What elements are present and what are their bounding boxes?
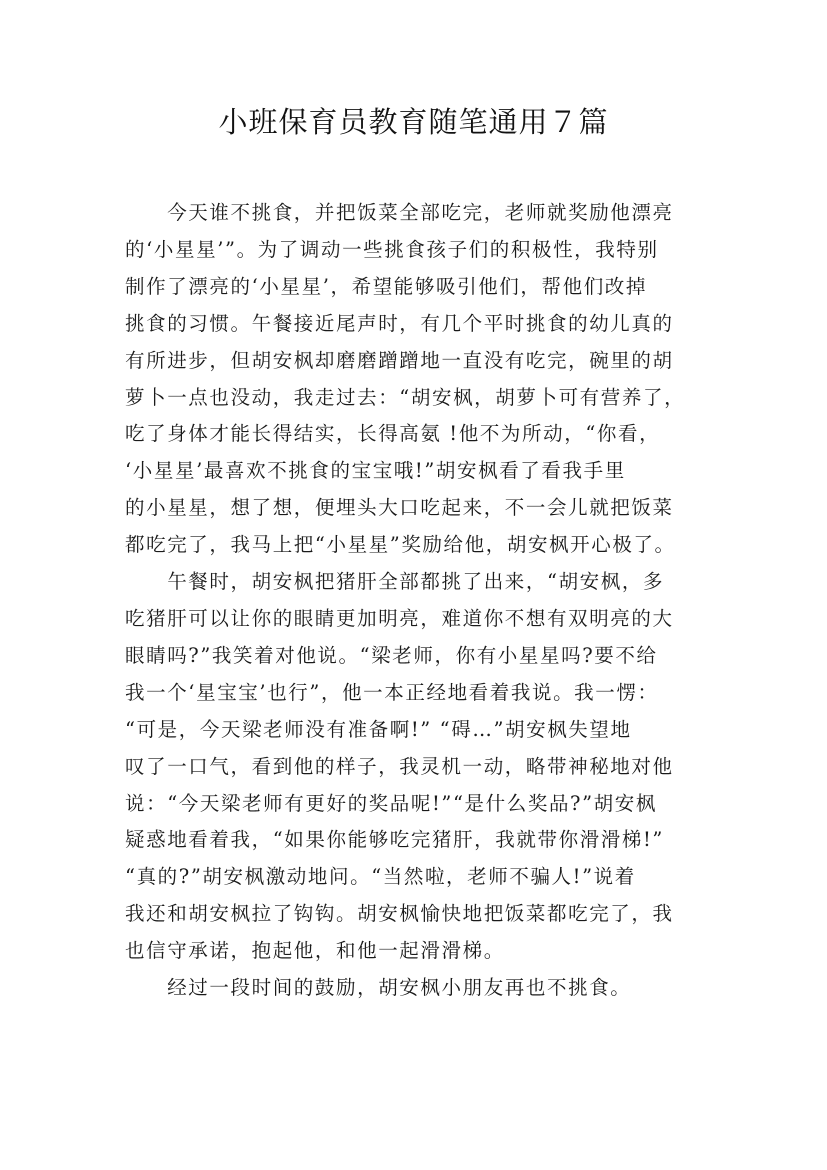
body-line: 的‘小星星’”。为了调动一些挑食孩子们的积极性，我特别 <box>125 237 659 261</box>
body-line: 制作了漂亮的‘小星星’，希望能够吸引他们，帮他们改掉 <box>125 274 647 298</box>
body-line: 叹了一口气，看到他的样子，我灵机一动，略带神秘地对他 <box>125 754 674 778</box>
body-line: 午餐时，胡安枫把猪肝全部都挑了出来，“胡安枫，多 <box>125 570 665 594</box>
body-line: 有所进步，但胡安枫却磨磨蹭蹭地一直没有吃完，碗里的胡 <box>125 348 674 372</box>
body-line: 今天谁不挑食，并把饭菜全部吃完，老师就奖励他漂亮 <box>125 201 674 224</box>
body-line: ‘小星星’最喜欢不挑食的宝宝哦!”胡安枫看了看我手里 <box>125 459 626 483</box>
document-body <box>125 195 725 1007</box>
body-line: “真的?”胡安枫激动地问。“当然啦，老师不骗人!”说着 <box>125 865 636 889</box>
body-line: 挑食的习惯。午餐接近尾声时，有几个平时挑食的幼儿真的 <box>125 311 674 335</box>
body-line: 经过一段时间的鼓励，胡安枫小朋友再也不挑食。 <box>125 976 632 1000</box>
body-line: 的小星星，想了想，便埋头大口吃起来，不一会儿就把饭菜 <box>125 496 674 520</box>
body-line: 也信守承诺，抱起他，和他一起滑滑梯。 <box>125 939 505 963</box>
body-line: 吃了身体才能长得结实，长得高氨 !他不为所动，“你看， <box>125 422 661 446</box>
body-line: 吃猪肝可以让你的眼睛更加明亮，难道你不想有双明亮的大 <box>125 606 674 630</box>
body-line: 我还和胡安枫拉了钩钩。胡安枫愉快地把饭菜都吃完了，我 <box>125 902 674 926</box>
body-line: “可是，今天梁老师没有准备啊!” “碍…”胡安枫失望地 <box>125 717 632 741</box>
document-title: 小班保育员教育随笔通用７篇 <box>218 105 609 139</box>
body-line: 说：“今天梁老师有更好的奖品呢!”“是什么奖品?”胡安枫 <box>125 791 657 815</box>
body-line: 萝卜一点也没动，我走过去：“胡安枫，胡萝卜可有营养了， <box>125 385 686 409</box>
body-line: 疑惑地看着我，“如果你能够吃完猪肝，我就带你滑滑梯!” <box>125 828 664 852</box>
body-line: 我一个‘星宝宝’也行”，他一本正经地看着我说。我一愣： <box>125 680 659 704</box>
body-line: 都吃完了，我马上把“小星星”奖励给他，胡安枫开心极了。 <box>125 533 676 557</box>
body-line: 眼睛吗?”我笑着对他说。“梁老师，你有小星星吗?要不给 <box>125 643 658 667</box>
